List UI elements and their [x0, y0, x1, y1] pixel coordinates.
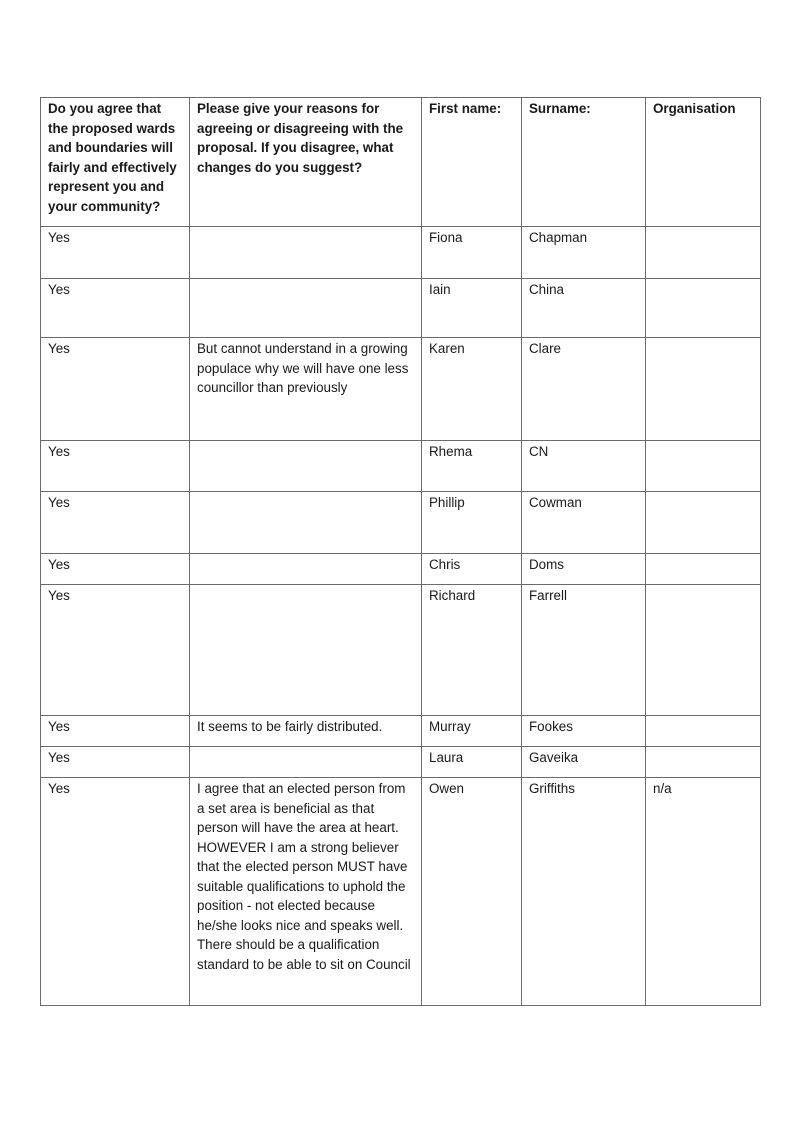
table-row [41, 554, 761, 585]
cell-reason: It seems to be fairly distributed. [190, 716, 422, 747]
table-row [41, 778, 761, 1006]
cell-first-name: Iain [422, 279, 522, 338]
cell-first-name: Rhema [422, 441, 522, 492]
cell-agree: Yes [41, 279, 190, 338]
cell-agree: Yes [41, 554, 190, 585]
cell-agree: Yes [41, 227, 190, 279]
cell-agree: Yes [41, 492, 190, 554]
cell-organisation [646, 279, 761, 338]
table-row [41, 279, 761, 338]
header-agree: Do you agree that the proposed wards and boundaries will fairly and effectively represent you and your community? [41, 98, 190, 227]
cell-reason [190, 585, 422, 716]
table-row [41, 441, 761, 492]
header-reasons: Please give your reasons for agreeing or disagreeing with the proposal. If you disagree, what changes do you suggest? [190, 98, 422, 227]
cell-surname: Chapman [522, 227, 646, 279]
submissions-table [40, 97, 761, 1006]
cell-reason [190, 492, 422, 554]
cell-reason: But cannot understand in a growing populace why we will have one less councillor than previously [190, 338, 422, 441]
cell-surname: Griffiths [522, 778, 646, 1006]
header-organisation: Organisation [646, 98, 761, 227]
cell-agree: Yes [41, 747, 190, 778]
cell-organisation [646, 716, 761, 747]
cell-first-name: Phillip [422, 492, 522, 554]
cell-surname: Cowman [522, 492, 646, 554]
cell-organisation [646, 338, 761, 441]
cell-first-name: Owen [422, 778, 522, 1006]
cell-first-name: Karen [422, 338, 522, 441]
cell-first-name: Richard [422, 585, 522, 716]
cell-first-name: Laura [422, 747, 522, 778]
header-surname: Surname: [522, 98, 646, 227]
cell-surname: Clare [522, 338, 646, 441]
cell-surname: Farrell [522, 585, 646, 716]
table-row [41, 585, 761, 716]
table-row [41, 747, 761, 778]
cell-surname: Doms [522, 554, 646, 585]
cell-surname: China [522, 279, 646, 338]
table-row [41, 716, 761, 747]
table-row [41, 338, 761, 441]
cell-organisation [646, 585, 761, 716]
table-header-row [41, 98, 761, 227]
cell-reason [190, 279, 422, 338]
cell-organisation [646, 554, 761, 585]
cell-surname: CN [522, 441, 646, 492]
cell-organisation [646, 441, 761, 492]
header-first-name: First name: [422, 98, 522, 227]
cell-agree: Yes [41, 338, 190, 441]
cell-reason [190, 747, 422, 778]
table-row [41, 227, 761, 279]
cell-surname: Fookes [522, 716, 646, 747]
cell-organisation [646, 747, 761, 778]
cell-first-name: Murray [422, 716, 522, 747]
cell-agree: Yes [41, 585, 190, 716]
cell-organisation [646, 492, 761, 554]
cell-reason [190, 227, 422, 279]
cell-agree: Yes [41, 441, 190, 492]
cell-first-name: Fiona [422, 227, 522, 279]
cell-organisation [646, 227, 761, 279]
cell-reason [190, 441, 422, 492]
cell-first-name: Chris [422, 554, 522, 585]
cell-agree: Yes [41, 716, 190, 747]
cell-surname: Gaveika [522, 747, 646, 778]
cell-agree: Yes [41, 778, 190, 1006]
cell-reason: I agree that an elected person from a set area is beneficial as that person will have the area at heart. HOWEVER I am a strong believer that the elected person MUST have suitable qualifications to uphold the position - not elected because he/she looks nice and speaks well. There should be a qualification standard to be able to sit on Council [190, 778, 422, 1006]
table-row [41, 492, 761, 554]
cell-reason [190, 554, 422, 585]
cell-organisation: n/a [646, 778, 761, 1006]
